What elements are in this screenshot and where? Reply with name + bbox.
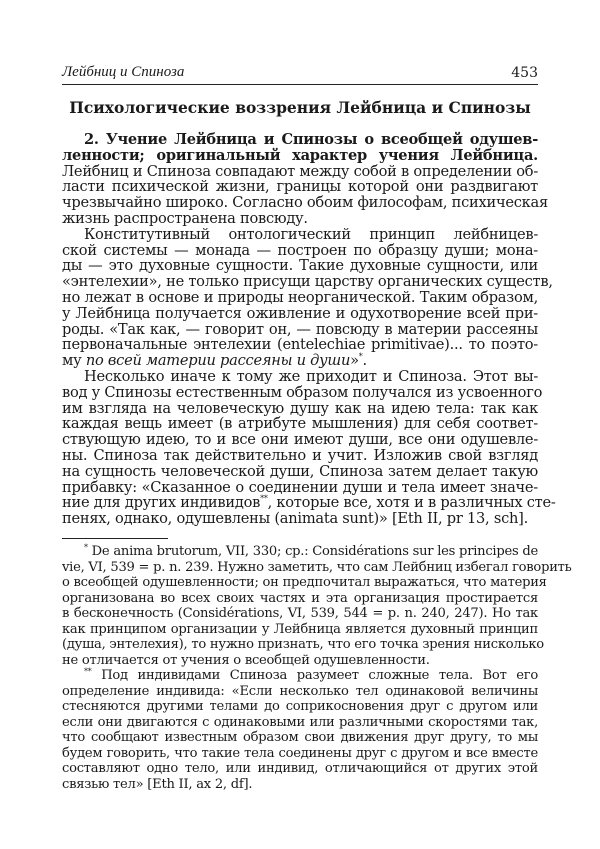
text-line: ды — это духовные сущности. Такие духовные сущности, или	[62, 257, 538, 275]
text-segment: Под индивидами Спиноза разумеет сложные тела. Вот его	[91, 668, 538, 683]
text-line: но лежат в основе и природы неорганической. Таким образом,	[62, 288, 538, 306]
footnote	[62, 668, 538, 792]
text-line: как принципом организации у Лейбница является духовный принцип	[62, 621, 538, 637]
italic-text: по всей материи рассеяны и души	[85, 352, 351, 370]
text-line: связью тел» [Eth II, ax 2, df].	[62, 776, 253, 792]
text-segment: .	[362, 352, 367, 370]
text-line: ласти психической жизни, границы которой они раздвигают	[62, 178, 538, 196]
text-line: на сущность человеческой души, Спиноза затем делает такую	[62, 462, 538, 480]
footnote-divider	[62, 538, 168, 539]
text-line: определение индивида: «Если несколько тел одинаковой величины	[62, 683, 538, 699]
text-line: не отличается от учения о всеобщей одушевленности.	[62, 652, 430, 668]
text-line: Лейбниц и Спиноза совпадают между собой в определении об-	[62, 162, 538, 180]
footnote-marker: *	[358, 352, 363, 362]
footnote-marker: **	[84, 667, 92, 676]
text-line: «энтелехии», не только присущи царству органических существ,	[62, 273, 553, 291]
footnotes	[62, 543, 572, 792]
paragraph	[62, 225, 553, 370]
text-line: жизнь распространена повсюду.	[62, 209, 308, 227]
text-line: каждая вещь имеет (в атрибуте мышления) для себя соответ-	[62, 415, 538, 433]
text-segment: ние для других индивидов	[62, 494, 261, 512]
text-line: роды. «Так как, — говорит он, — повсюду в материи рассеяны	[62, 320, 538, 338]
paragraph	[62, 131, 548, 227]
text-line: Конститутивный онтологический принцип лейбницев-	[84, 225, 538, 243]
footnote-marker: **	[260, 494, 268, 504]
text-line: ны. Спиноза так действительно и учит. Изложив свой взгляд	[62, 446, 538, 464]
text-line: будем говорить, что такие тела соединены друг с другом и все вместе	[62, 745, 538, 761]
text-line: им взгляда на человеческую душу как на идею тела: так как	[62, 399, 538, 417]
text-line: ской системы — монада — построен по образцу души; мона-	[62, 241, 538, 259]
text-line	[62, 544, 538, 560]
running-header-title: Лейбниц и Спиноза	[62, 64, 185, 80]
text-segment: »	[350, 352, 359, 370]
paragraph	[62, 367, 556, 528]
page-number: 453	[511, 65, 538, 81]
text-line	[62, 148, 538, 164]
text-line: чрезвычайно широко. Согласно обоим философам, психическая	[62, 194, 548, 212]
text-line	[62, 132, 538, 148]
bold-heading-text: ленности; оригинальный характер учения Лейбница.	[62, 146, 538, 164]
text-segment: De anima brutorum, VII, 330; ср.: Considérations sur les principes de	[87, 544, 538, 559]
text-line: о всеобщей одушевленности; он предпочитал выражаться, что материя	[62, 575, 547, 590]
text-line: ствующую идею, то и все они имеют души, все они одушевле-	[62, 431, 538, 449]
text-line: вод у Спинозы естественным образом получался из усвоенного	[62, 383, 543, 401]
text-line: прибавку: «Сказанное о соединении души и тела имеет значе-	[62, 478, 538, 496]
text-line: (душа, энтелехия), то нужно признать, что его точка зрения нисколько	[62, 637, 544, 652]
text-line: vie, VI, 539 = p. n. 239. Нужно заметить, что сам Лейбниц избегал говорить	[62, 559, 572, 575]
section-title: Психологические воззрения Лейбница и Спинозы	[69, 98, 531, 117]
text-line	[62, 668, 538, 684]
text-line: составляют одно тело, или индивид, отличающийся от других этой	[62, 761, 538, 776]
footnote	[62, 543, 572, 668]
text-line: Несколько иначе к тому же приходит и Спиноза. Этот вы-	[84, 367, 538, 385]
text-line: что сообщают известным образом свои движения друг другу, то мы	[62, 730, 538, 745]
body-text	[62, 131, 556, 528]
text-line	[62, 353, 538, 369]
text-line: если они двигаются с одинаковыми или различными скоростями так,	[62, 714, 538, 730]
running-header	[62, 64, 538, 85]
text-line: стесняются другими телами до соприкосновения друг с другом или	[62, 699, 538, 714]
text-segment: , которые все, хотя и в различных сте-	[267, 494, 556, 512]
text-segment: му	[62, 352, 86, 370]
text-line: первоначальные энтелехии (entelechiae primitivae)... то поэто-	[62, 336, 538, 354]
text-line: организована во всех своих частях и эта организация простирается	[62, 590, 538, 606]
text-line: у Лейбница получается оживление и одухотворение всей при-	[62, 304, 538, 322]
bold-heading-text: 2. Учение Лейбница и Спинозы о всеобщей одушев-	[84, 131, 538, 148]
text-line: в бесконечность (Considérations, VI, 539, 544 = p. n. 240, 247). Но так	[62, 606, 538, 621]
text-line: пенях, однако, одушевлены (animata sunt)» [Eth II, pr 13, sch].	[62, 510, 528, 528]
text-line	[62, 494, 556, 512]
footnote-marker: *	[84, 543, 88, 552]
